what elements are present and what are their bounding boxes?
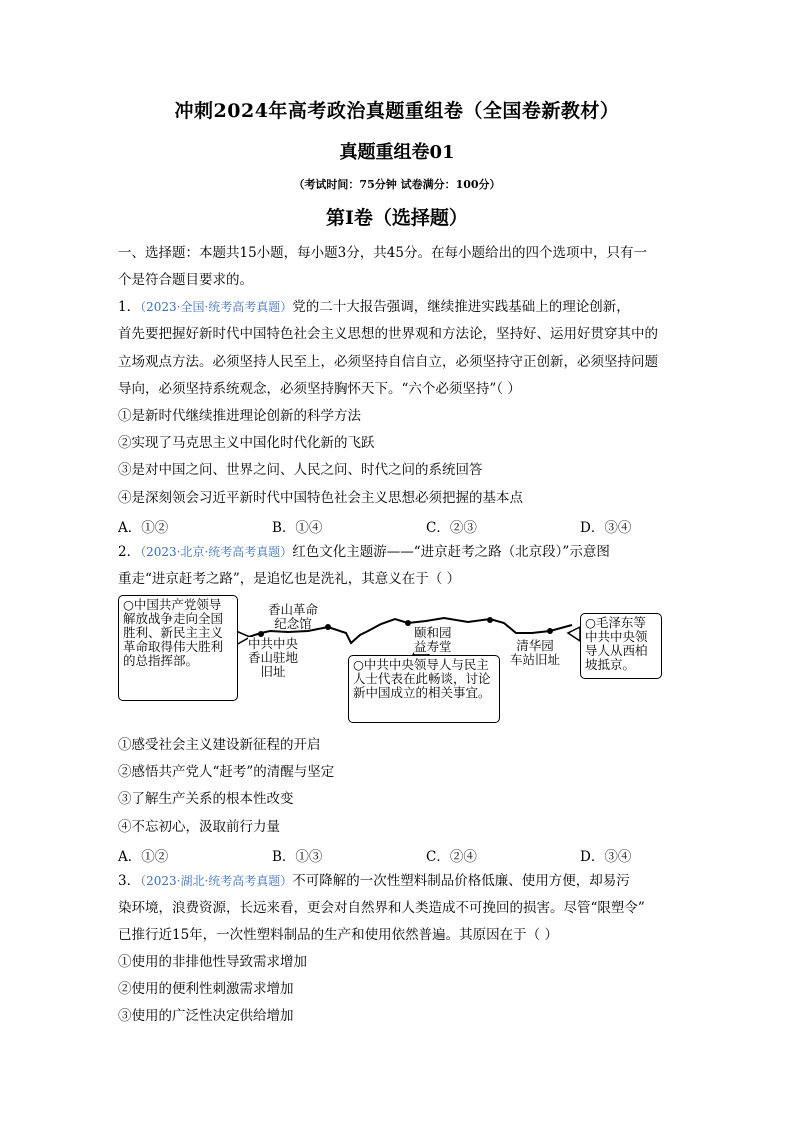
q3-stem-2: 染环境，浪费资源，长远来看，更会对自然界和人类造成不可挽回的损害。尽管“限塑令” [118,900,645,916]
exam-title: 冲刺2024年高考政治真题重组卷（全国卷新教材） [174,100,620,122]
route-point-4 [487,617,493,623]
q1-stem-2: 首先要把握好新时代中国特色社会主义思想的世界观和方法论，坚持好、运用好贯穿其中的 [118,326,658,342]
q2-line-1 [118,543,610,561]
q2-number: 2． [118,544,141,560]
node-yiheyuan: 颐和园 益寿堂 [414,625,452,654]
q1-stem-3: 立场观点方法。必须坚持人民至上，必须坚持自信自立，必须坚持守正创新，必须坚持问题 [118,354,658,370]
q2-stem-2: 重走“进京赶考之路”，是追忆也是洗礼，其意义在于（ ） [118,571,461,587]
q2-option-d[interactable]: D．③④ [580,849,632,865]
q1-source: （2023·全国·统考高考真题） [140,300,293,314]
q3-statement-3: ③使用的广泛性决定供给增加 [118,1008,294,1024]
q3-line-1 [118,872,630,890]
q2-option-b[interactable]: B．①③ [272,849,323,865]
q1-option-c[interactable]: C．②③ [426,520,477,536]
q2-statement-2: ②感悟共产党人“赶考”的清醒与坚定 [118,764,335,780]
route-point-5 [547,628,553,634]
q2-option-a[interactable]: A．①② [118,849,169,865]
q2-statement-1: ①感受社会主义建设新征程的开启 [118,737,321,753]
q3-statement-1: ①使用的非排他性导致需求增加 [118,954,307,970]
callout-bottom [348,655,500,723]
exam-subtitle: 真题重组卷01 [339,142,455,163]
node-xiangshan-memorial: 香山革命 纪念馆 [268,602,319,631]
callout-left [118,595,238,701]
q3-number: 3． [118,873,141,889]
route-point-3 [405,620,411,626]
q1-statement-3: ③是对中国之问、世界之问、人民之问、时代之问的系统回答 [118,462,483,478]
q1-stem-1: 党的二十大报告强调，继续推进实践基础上的理论创新， [292,299,630,315]
q1-statement-4: ④是深刻领会习近平新时代中国特色社会主义思想必须把握的基本点 [118,490,523,506]
q3-stem-1: 不可降解的一次性塑料制品价格低廉、使用方便，却易污 [292,873,630,889]
q2-stem-1: 红色文化主题游——“进京赶考之路（北京段）”示意图 [292,544,610,560]
q1-stem-4: 导向，必须坚持系统观念，必须坚持胸怀天下。“六个必须坚持”（ ） [118,381,521,397]
route-diagram [118,593,648,725]
q3-statement-2: ②使用的便利性刺激需求增加 [118,981,294,997]
q1-statement-1: ①是新时代继续推进理论创新的科学方法 [118,408,361,424]
callout-bottom-text: ○中共中央领导人与民主人士代表在此畅谈，讨论新中国成立的相关事宜。 [353,657,491,700]
q2-statement-4: ④不忘初心，汲取前行力量 [118,819,280,835]
route-point-2 [325,624,331,630]
callout-right-text: ○毛泽东等中共中央领导人从西柏坡抵京。 [585,615,648,672]
exam-info: （考试时间：75分钟 试卷满分：100分） [293,178,501,191]
q3-stem-3: 已推行近15年，一次性塑料制品的生产和使用依然普遍。其原因在于（ ） [118,927,558,943]
q3-source: （2023·湖北·统考高考真题） [140,874,293,888]
node-qinghua-station: 清华园 车站旧址 [510,638,561,667]
callout-right [580,613,662,679]
q1-statement-2: ②实现了马克思主义中国化时代化新的飞跃 [118,435,375,451]
q1-option-d[interactable]: D．③④ [580,520,632,536]
node-xiangshan-site: 中共中央 香山驻地 旧址 [248,636,299,679]
q2-statement-3: ③了解生产关系的根本性改变 [118,791,294,807]
instructions-line-1: 一、选择题：本题共15小题，每小题3分，共45分。在每小题给出的四个选项中，只有一 [118,245,647,261]
q1-number: 1． [118,299,141,315]
instructions-line-2: 个是符合题目要求的。 [118,272,253,288]
section-title: 第I卷（选择题） [326,207,468,229]
q2-source: （2023·北京·统考高考真题） [140,545,293,559]
q2-option-c[interactable]: C．②④ [426,849,477,865]
callout-left-text: ○中国共产党领导解放战争走向全国胜利、新民主主义革命取得伟大胜利的总指挥部。 [123,597,224,668]
right-callout-pointer [568,627,580,641]
q1-option-a[interactable]: A．①② [118,520,169,536]
q1-line-1 [118,298,630,316]
q1-option-b[interactable]: B．①④ [272,520,323,536]
